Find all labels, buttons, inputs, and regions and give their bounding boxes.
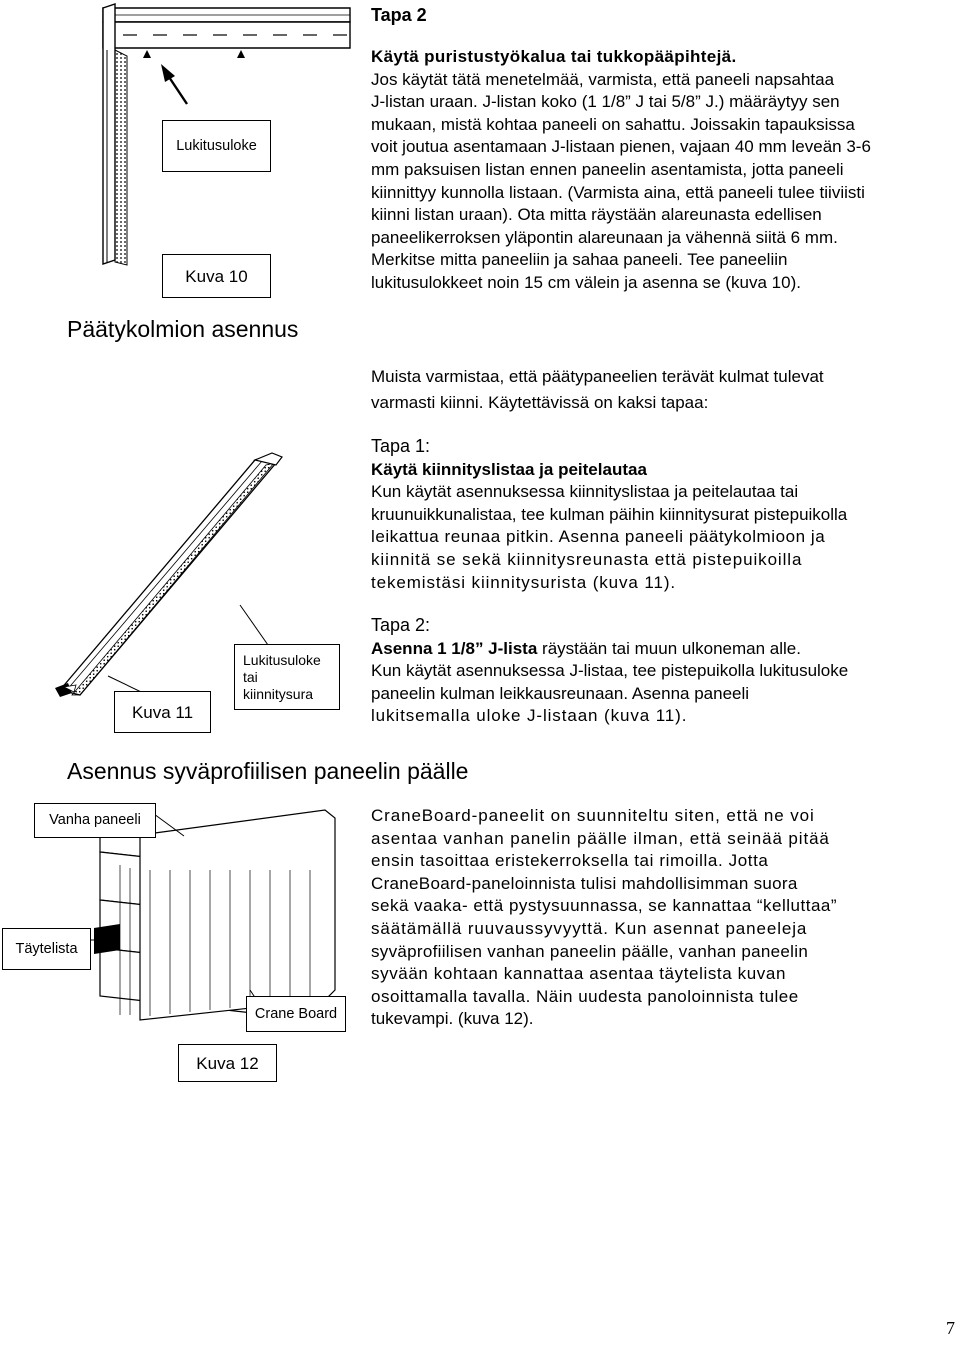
deep-line: ensin tasoittaa eristekerroksella tai rimoilla. Jotta xyxy=(371,851,769,871)
tapa1-line: leikattua reunaa pitkin. Asenna paneeli päätykolmioon ja xyxy=(371,527,826,547)
tapa2-title: Tapa 2 xyxy=(371,5,427,25)
tapa2-line: Merkitse mitta paneeliin ja sahaa paneeli. Tee paneeliin xyxy=(371,250,788,270)
deep-line: CraneBoard-paneelit on suunniteltu siten, että ne voi xyxy=(371,806,815,825)
deep-line: CraneBoard-paneloinnista tulisi mahdollisimman suora xyxy=(371,873,798,893)
tapa1-line: kiinnitä se sekä kiinnitysreunasta että pistepuikoilla xyxy=(371,549,803,569)
fig11-caption: Kuva 11 xyxy=(114,691,211,733)
tapa2b-lead-rest: räystään tai muun ulkoneman alle. xyxy=(537,638,801,658)
tapa2b-line: Kun käytät asennuksessa J-listaa, tee pistepuikolla lukitusuloke xyxy=(371,661,849,681)
section-heading-gable: Päätykolmion asennus xyxy=(67,316,299,342)
fig11-label-line: Lukitusuloke xyxy=(243,651,321,668)
tapa2-line: J-listan uraan. J-listan koko (1 1/8” J tai 5/8” J.) määräytyy sen xyxy=(371,92,840,112)
deep-line: säätämällä ruuvaussyvyyttä. Kun asennat paneeleja xyxy=(371,918,808,938)
fig11-label-lock xyxy=(234,644,340,710)
tapa1-title: Tapa 1: xyxy=(371,436,431,456)
tapa1-line: tekemistäsi kiinnitysurista (kuva 11). xyxy=(371,572,677,592)
tapa2-block xyxy=(371,4,951,295)
tapa2-line: Jos käytät tätä menetelmää, varmista, että paneeli napsahtaa xyxy=(371,69,835,89)
tapa2-line: paneelikerroksen yläpontin alareunaan ja vähennä siitä 6 mm. xyxy=(371,227,838,247)
tapa2b-line: paneelin kulman leikkausreunaan. Asenna paneeli xyxy=(371,683,750,703)
tapa2-line: mukaan, mistä kohtaa paneeli on sahattu. Joissakin tapauksissa xyxy=(371,114,855,134)
fig12-label-old: Vanha paneeli xyxy=(34,803,156,838)
tapa2b-lead-bold: Asenna 1 1/8” J-lista xyxy=(371,638,538,658)
tapa2-line: kiinnittyy kunnolla listaan. (Varmista aina, että paneeli tulee tiiviisti xyxy=(371,182,865,202)
tapa2-lead: Käytä puristustyökalua tai tukkopääpihtejä. xyxy=(371,47,737,66)
fig12-label-crane: Crane Board xyxy=(246,996,346,1032)
tapa2-line: kiinni listan uraan). Ota mitta räystään alareunasta edellisen xyxy=(371,205,822,225)
gable-intro xyxy=(371,362,951,414)
tapa1-block xyxy=(371,435,951,594)
tapa2b-block xyxy=(371,614,951,728)
fig11-label-line: tai xyxy=(243,668,258,685)
tapa1-line: Kun käytät asennuksessa kiinnityslistaa ja peitelautaa tai xyxy=(371,482,799,502)
deep-line: osoittamalla tavalla. Näin uudesta panoloinnista tulee xyxy=(371,986,799,1006)
tapa2-lines xyxy=(371,69,951,295)
gable-intro-line: Muista varmistaa, että päätypaneelien terävät kulmat tulevat xyxy=(371,367,824,386)
page-number: 7 xyxy=(946,1318,955,1338)
tapa2b-lead xyxy=(371,638,951,661)
section-heading-deep: Asennus syväprofiilisen paneelin päälle xyxy=(67,758,469,784)
tapa1-lead: Käytä kiinnityslistaa ja peitelautaa xyxy=(371,459,647,479)
fig10-label-lock: Lukitusuloke xyxy=(162,120,271,172)
deep-line: syväprofiilisen vanhan paneelin päälle, vanhan paneelin xyxy=(371,941,809,961)
tapa2-line: lukitusulokkeet noin 15 cm välein ja asenna se (kuva 10). xyxy=(371,272,801,292)
fig11-label-line: kiinnitysura xyxy=(243,685,314,702)
tapa1-line: kruunuikkunalistaa, tee kulman päihin kiinnitysurat pistepuikolla xyxy=(371,504,848,524)
tapa2-line: voit joutua asentamaan J-listaan pienen, vajaan 40 mm leveän 3-6 xyxy=(371,137,871,157)
gable-intro-line: varmasti kiinni. Käytettävissä on kaksi tapaa: xyxy=(371,393,709,412)
deep-line: tukevampi. (kuva 12). xyxy=(371,1009,534,1029)
deep-block xyxy=(371,805,956,1031)
fig12-label-filler: Täytelista xyxy=(2,928,91,970)
tapa2b-line: lukitsemalla uloke J-listaan (kuva 11). xyxy=(371,706,688,726)
fig12-caption: Kuva 12 xyxy=(178,1044,277,1082)
fig10-caption: Kuva 10 xyxy=(162,254,271,298)
deep-line: sekä vaaka- että pystysuunnassa, se kannattaa “kelluttaa” xyxy=(371,896,838,916)
tapa2-line: mm paksuisen listan ennen paneelin asentamista, jotta paneeli xyxy=(371,159,844,179)
deep-line: asentaa vanhan panelin päälle ilman, että seinää pitää xyxy=(371,828,830,848)
deep-line: syvään kohtaan kannattaa asentaa täytelista kuvan xyxy=(371,964,786,984)
tapa2b-title: Tapa 2: xyxy=(371,615,431,635)
